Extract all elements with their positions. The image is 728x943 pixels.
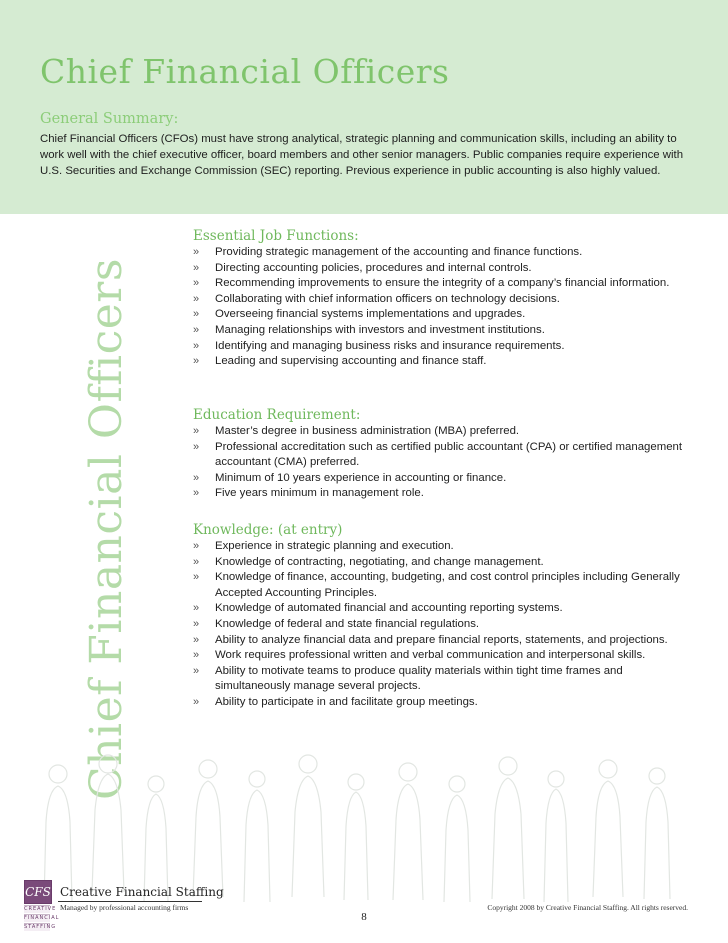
bullet-text: Five years minimum in management role. — [215, 487, 424, 500]
bullet-marker: » — [193, 277, 200, 290]
bullet-marker: » — [193, 664, 200, 677]
bullet-item — [193, 633, 693, 649]
bullet-item — [193, 424, 693, 440]
silhouette-figure — [344, 774, 368, 900]
bullet-list — [193, 424, 693, 502]
bullet-text: Managing relationships with investors and investment institutions. — [215, 323, 545, 336]
bullet-text: Collaborating with chief information officers on technology decisions. — [215, 292, 560, 305]
bullet-item — [193, 245, 693, 261]
silhouette-figure — [144, 776, 168, 902]
silhouette-figure — [393, 763, 423, 900]
bullet-text: Minimum of 10 years experience in accounting or finance. — [215, 471, 507, 484]
bullet-marker: » — [193, 246, 200, 258]
bullet-item — [193, 261, 693, 277]
bullet-marker: » — [193, 617, 200, 630]
logo-mark: CFS — [24, 880, 52, 904]
bullet-text: Ability to analyze financial data and prepare financial reports, statements, and projections. — [215, 633, 668, 646]
vertical-title: Chief Financial Officers — [81, 258, 132, 800]
bullet-text: Knowledge of finance, accounting, budgeting, and cost control principles including Generally Accepted Accounting Principles. — [215, 571, 680, 599]
bullet-item — [193, 695, 693, 711]
section-essential-job-functions — [193, 228, 693, 370]
bullet-text: Master’s degree in business administration (MBA) preferred. — [215, 425, 520, 437]
bullet-item — [193, 648, 693, 664]
bullet-text: Leading and supervising accounting and finance staff. — [215, 355, 487, 368]
bullet-item — [193, 292, 693, 308]
bullet-list — [193, 539, 693, 711]
silhouette-figure — [644, 768, 670, 899]
logo-word: STAFFING — [24, 924, 57, 930]
bullet-text: Professional accreditation such as certified public accountant (CPA) or certified management accountant (CMA) preferred. — [215, 440, 683, 469]
bullet-text: Ability to participate in and facilitate group meetings. — [215, 695, 478, 708]
bullet-marker: » — [193, 440, 200, 453]
bullet-text: Recommending improvements to ensure the integrity of a company’s financial information. — [215, 277, 670, 290]
bullet-item — [193, 570, 693, 601]
bullet-text: Knowledge of automated financial and accounting reporting systems. — [215, 602, 563, 615]
bullet-item — [193, 276, 693, 292]
bullet-text: Providing strategic management of the accounting and finance functions. — [215, 246, 583, 258]
bullet-marker: » — [193, 425, 200, 437]
bullet-item — [193, 307, 693, 323]
silhouette-figure — [292, 755, 324, 897]
bullet-text: Knowledge of federal and state financial regulations. — [215, 617, 480, 630]
bullet-item — [193, 471, 693, 487]
silhouette-figure — [193, 760, 223, 897]
silhouette-figure — [492, 757, 524, 899]
silhouette-figure — [92, 755, 124, 892]
bullet-text: Overseeing financial systems implementations and upgrades. — [215, 308, 526, 321]
bullet-marker: » — [193, 261, 200, 274]
footer-copyright: Copyright 2008 by Creative Financial Staffing. All rights reserved. — [487, 903, 688, 912]
bullet-item — [193, 664, 693, 695]
summary-text: Chief Financial Officers (CFOs) must have strong analytical, strategic planning and communication skills, including an ability to work well with the chief executive officer, board members and other senior managers. Public companies require experience with U.S. Securities and Exchange Commission (SEC) reporting. Previous experience in public accounting is also highly valued. — [40, 133, 684, 177]
bullet-item — [193, 601, 693, 617]
summary-heading: General Summary: — [40, 111, 179, 127]
bullet-marker: » — [193, 339, 200, 352]
logo-word: CREATIVE — [24, 906, 57, 912]
footer-tagline: Managed by professional accounting firms — [60, 903, 189, 912]
bullet-marker: » — [193, 695, 200, 708]
silhouette-figure — [244, 771, 270, 902]
bullet-item — [193, 440, 693, 471]
bullet-marker: » — [193, 471, 200, 484]
silhouette-figure — [593, 760, 623, 897]
bullet-marker: » — [193, 602, 200, 615]
logo-word: FINANCIAL — [24, 915, 60, 921]
bullet-text: Identifying and managing business risks and insurance requirements. — [215, 339, 565, 352]
bullet-marker: » — [193, 633, 200, 646]
bullet-text: Experience in strategic planning and execution. — [215, 540, 454, 552]
bullet-marker: » — [193, 649, 200, 662]
bullet-text: Knowledge of contracting, negotiating, and change management. — [215, 555, 544, 568]
bullet-marker: » — [193, 292, 200, 305]
section-knowledge — [193, 522, 693, 711]
bullet-marker: » — [193, 487, 200, 500]
section-heading: Education Requirement: — [193, 407, 361, 423]
bullet-item — [193, 323, 693, 339]
section-heading: Knowledge: (at entry) — [193, 522, 343, 538]
bullet-text: Work requires professional written and verbal communication and interpersonal skills. — [215, 649, 646, 662]
bullet-item — [193, 354, 693, 370]
bullet-marker: » — [193, 540, 200, 552]
bullet-item — [193, 539, 693, 555]
bullet-marker: » — [193, 323, 200, 336]
bullet-item — [193, 617, 693, 633]
bullet-marker: » — [193, 355, 200, 368]
bullet-item — [193, 555, 693, 571]
people-silhouettes-illustration — [0, 752, 728, 902]
section-education-requirement — [193, 407, 693, 502]
page-title: Chief Financial Officers — [40, 52, 450, 91]
bullet-list — [193, 245, 693, 370]
bullet-text: Ability to motivate teams to produce quality materials within tight time frames and simultaneously manage several projects. — [215, 664, 623, 693]
bullet-marker: » — [193, 571, 200, 584]
bullet-marker: » — [193, 555, 200, 568]
silhouette-figure — [444, 776, 470, 902]
page-number: 8 — [361, 911, 367, 923]
section-heading: Essential Job Functions: — [193, 228, 359, 244]
bullet-item — [193, 339, 693, 355]
bullet-item — [193, 486, 693, 502]
bullet-marker: » — [193, 308, 200, 321]
header-band — [0, 0, 728, 214]
silhouette-figure — [544, 771, 568, 902]
bullet-text: Directing accounting policies, procedures and internal controls. — [215, 261, 532, 274]
footer-divider — [58, 901, 202, 902]
footer-company-name: Creative Financial Staffing — [60, 885, 224, 899]
